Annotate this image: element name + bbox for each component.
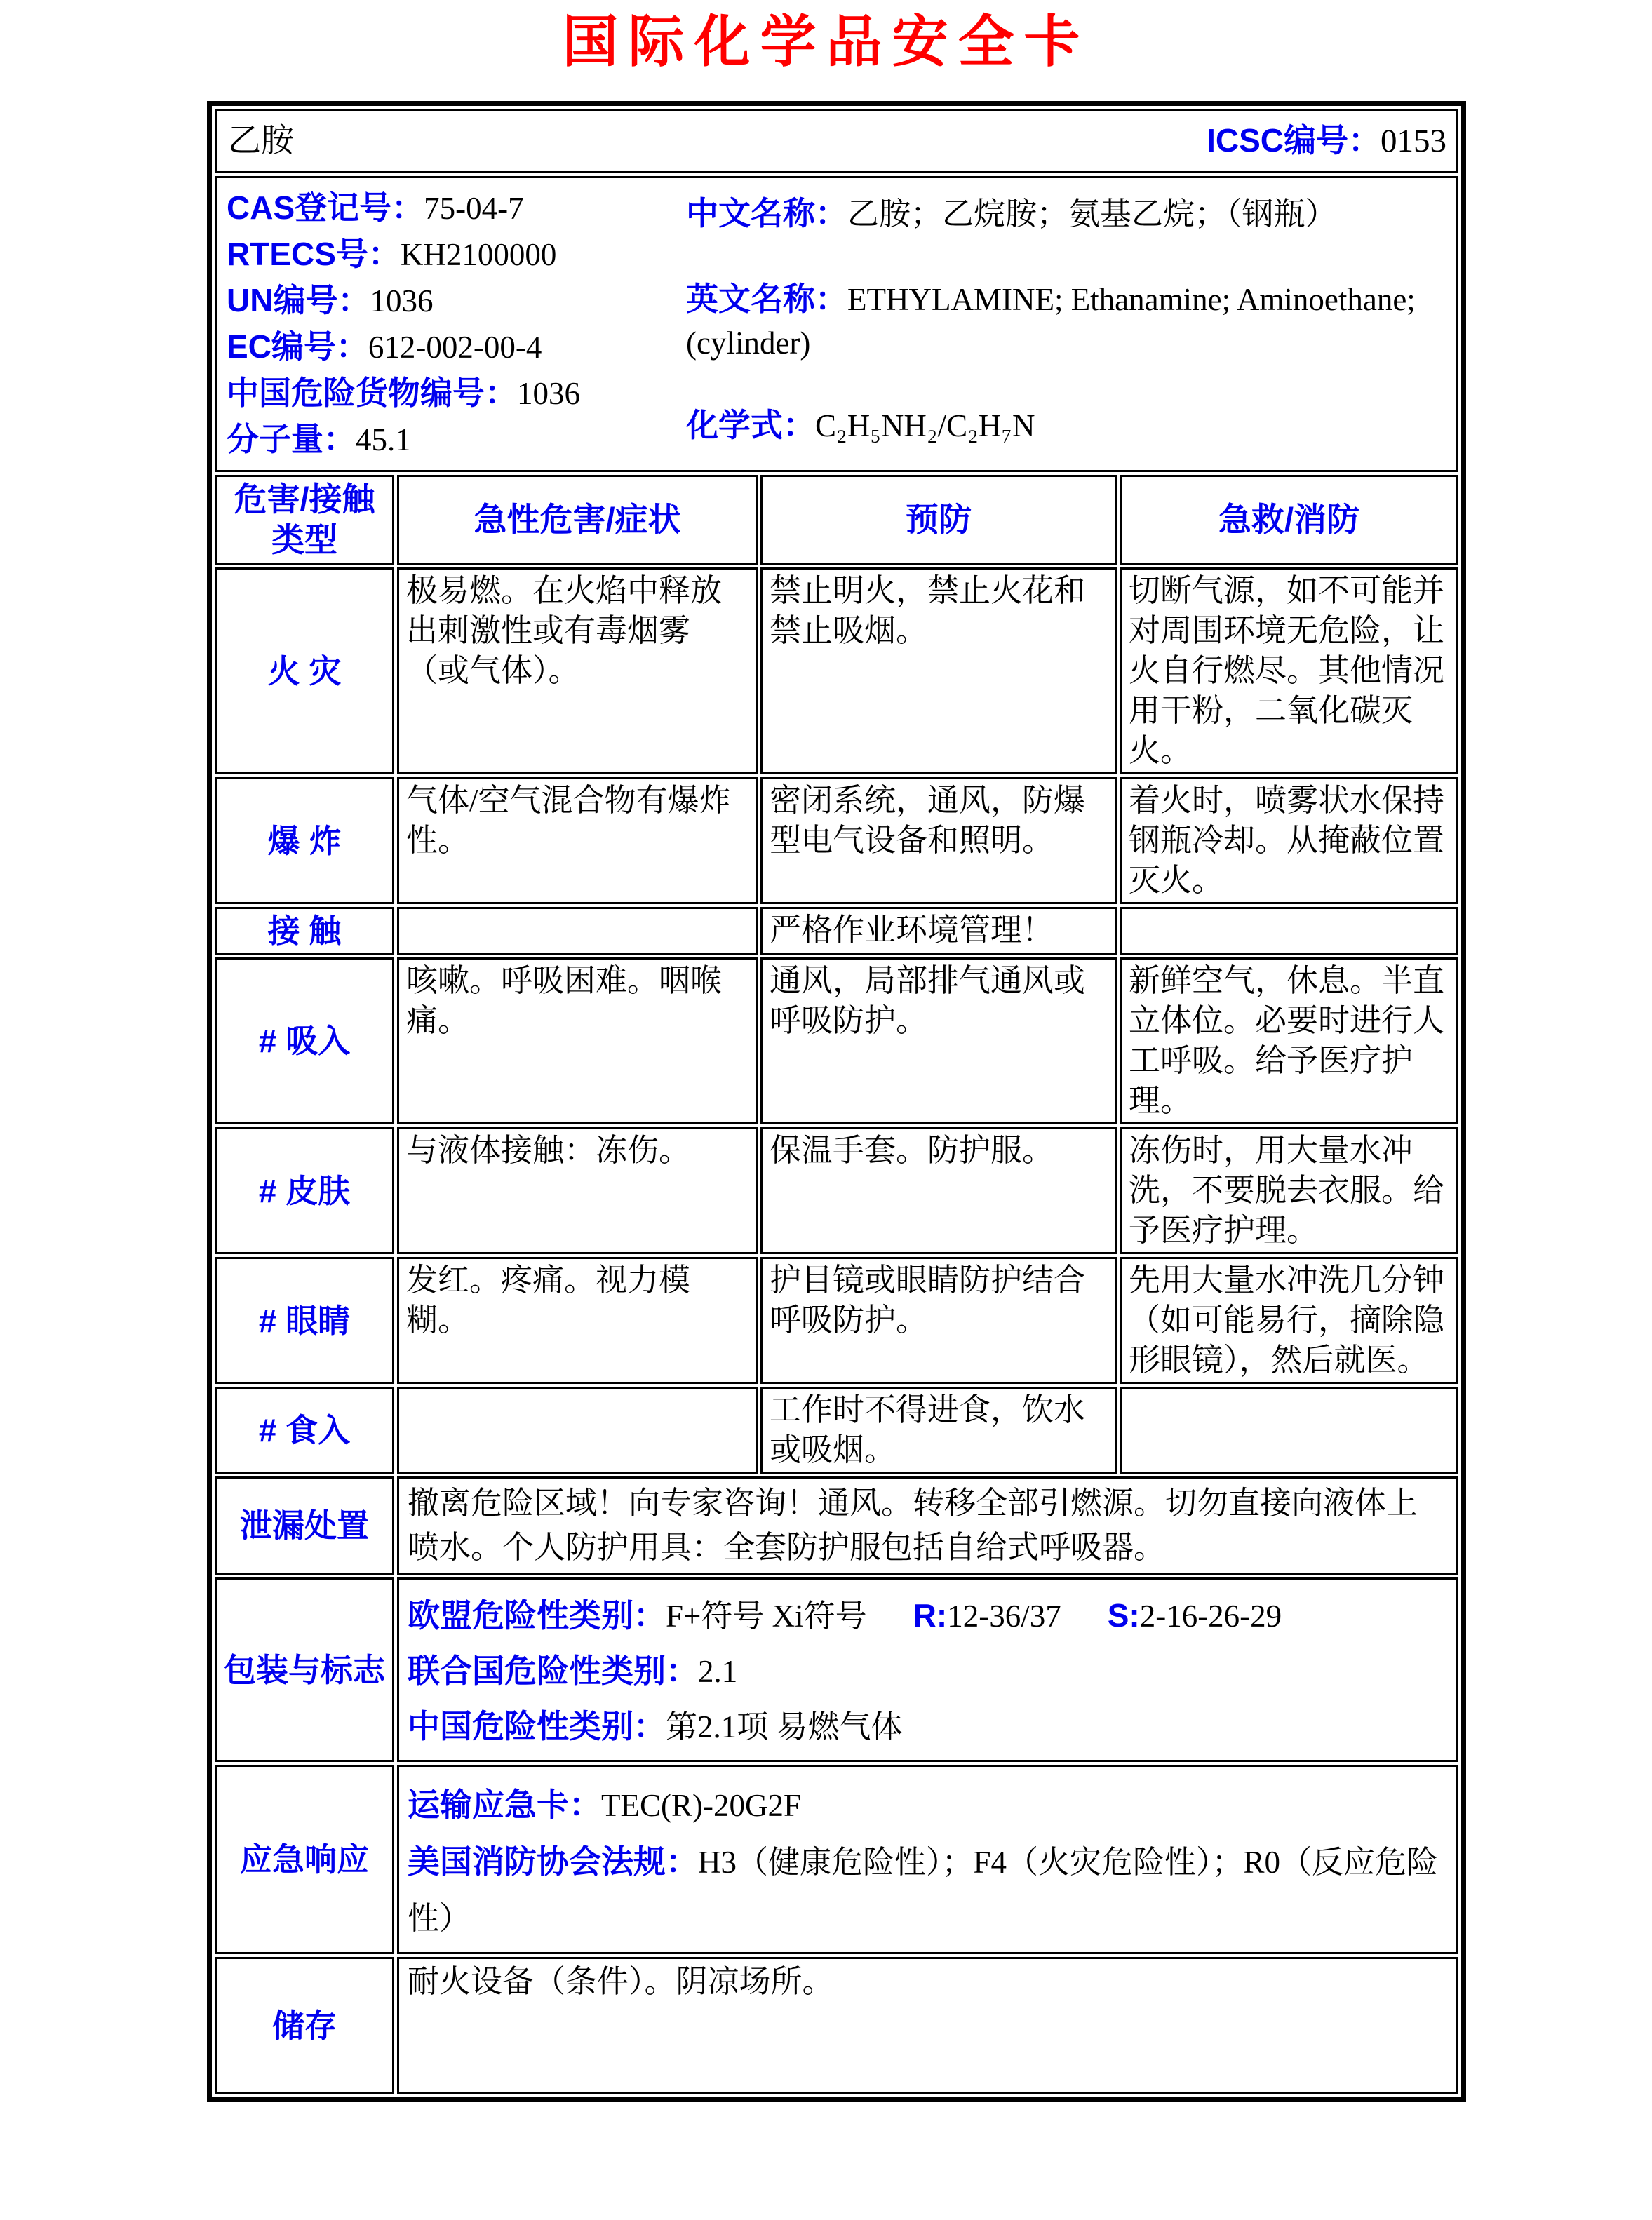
r-phrases-value: 12-36/37 [947, 1599, 1061, 1634]
eyes-response-cell: 先用大量水冲洗几分钟（如可能易行，摘除隐形眼镜），然后就医。 [1120, 1257, 1458, 1384]
header-prevention: 预防 [760, 475, 1117, 565]
ec-number-label: EC编号： [227, 328, 368, 365]
hazard-row-exposure [215, 907, 1458, 955]
skin-symptoms-cell: 与液体接触：冻伤。 [397, 1127, 758, 1254]
hazard-row-ingestion [215, 1387, 1458, 1474]
emergency-row [215, 1765, 1458, 1954]
spill-label-cell: 泄漏处置 [215, 1476, 394, 1575]
un-number-line [227, 278, 686, 324]
explosion-response-cell: 着火时，喷雾状水保持钢瓶冷却。从掩蔽位置灭火。 [1120, 777, 1458, 904]
skin-prevention-cell: 保温手套。防护服。 [760, 1127, 1117, 1254]
cas-number-label: CAS登记号： [227, 189, 424, 226]
hazard-row-skin [215, 1127, 1458, 1254]
eyes-symptoms-cell: 发红。疼痛。视力模糊。 [397, 1257, 758, 1384]
identification-cell [215, 176, 1458, 472]
china-class-label: 中国危险性类别： [408, 1708, 666, 1744]
fire-response-cell: 切断气源，如不可能并对周围环境无危险，让火自行燃尽。其他情况用干粉，二氧化碳灭火。 [1120, 567, 1458, 774]
ingestion-symptoms-cell [397, 1387, 758, 1474]
ingestion-response-cell [1120, 1387, 1458, 1474]
hazard-row-inhalation [215, 957, 1458, 1124]
substance-name: 乙胺 [228, 122, 294, 159]
header-first-aid: 急救/消防 [1120, 475, 1458, 565]
card-header-row [215, 109, 1458, 173]
china-class-value: 第2.1项 易燃气体 [666, 1709, 903, 1744]
packaging-content-cell [397, 1577, 1458, 1762]
nfpa-line [408, 1834, 1451, 1946]
page-title: 国际化学品安全卡 [562, 11, 1090, 73]
fire-prevention-cell: 禁止明火，禁止火花和禁止吸烟。 [760, 567, 1117, 774]
ingestion-prevention-cell: 工作时不得进食，饮水或吸烟。 [760, 1387, 1117, 1474]
tec-card-line [408, 1777, 1451, 1834]
nfpa-label: 美国消防协会法规： [408, 1843, 698, 1880]
icsc-number-group [1207, 121, 1446, 161]
packaging-row [215, 1577, 1458, 1762]
explosion-type-cell: 爆 炸 [215, 777, 394, 904]
exposure-prevention-cell: 严格作业环境管理！ [760, 907, 1117, 955]
hazard-row-explosion [215, 777, 1458, 904]
identification-row [215, 176, 1458, 472]
chemical-formula-line [686, 404, 1416, 447]
un-class-line [408, 1643, 1451, 1699]
storage-label-cell: 储存 [215, 1957, 394, 2094]
s-phrases-value: 2-16-26-29 [1139, 1599, 1282, 1634]
nfpa-value: H3（健康危险性）；F4（火灾危险性）；R0（反应危险性） [408, 1845, 1439, 1936]
safety-card [207, 101, 1466, 2102]
packaging-label-cell: 包装与标志 [215, 1577, 394, 1762]
china-dg-number-label: 中国危险货物编号： [227, 375, 517, 411]
exposure-response-cell [1120, 907, 1458, 955]
tec-card-value: TEC(R)-20G2F [601, 1788, 801, 1823]
chemical-formula-label: 化学式： [686, 407, 815, 443]
rtecs-number-value: KH2100000 [400, 237, 557, 272]
s-phrases-label: S: [1107, 1597, 1140, 1634]
fire-symptoms-cell: 极易燃。在火焰中释放出刺激性或有毒烟雾（或气体）。 [397, 567, 758, 774]
cas-number-value: 75-04-7 [424, 191, 524, 226]
hazard-table-header-row [215, 475, 1458, 565]
hazard-row-fire [215, 567, 1458, 774]
identifier-list [227, 185, 686, 463]
english-name-value: ETHYLAMINE; Ethanamine; Aminoethane; (cylinder) [686, 282, 1416, 361]
skin-type-cell: # 皮肤 [215, 1127, 394, 1254]
china-dg-number-value: 1036 [517, 376, 580, 411]
tec-card-label: 运输应急卡： [408, 1787, 601, 1823]
english-name-label: 英文名称： [686, 281, 847, 317]
rtecs-number-line [227, 231, 686, 278]
explosion-prevention-cell: 密闭系统，通风，防爆型电气设备和照明。 [760, 777, 1117, 904]
molecular-weight-label: 分子量： [227, 421, 356, 457]
icsc-number-label: ICSC编号： [1207, 122, 1381, 159]
molecular-weight-value: 45.1 [356, 422, 411, 457]
storage-row [215, 1957, 1458, 2094]
inhalation-symptoms-cell: 咳嗽。呼吸困难。咽喉痛。 [397, 957, 758, 1124]
china-dg-number-line [227, 370, 686, 417]
exposure-type-cell: 接 触 [215, 907, 394, 955]
header-acute-symptoms: 急性危害/症状 [397, 475, 758, 565]
eu-class-label: 欧盟危险性类别： [408, 1597, 666, 1634]
emergency-content-cell [397, 1765, 1458, 1954]
eyes-prevention-cell: 护目镜或眼睛防护结合呼吸防护。 [760, 1257, 1117, 1384]
skin-response-cell: 冻伤时，用大量水冲洗，不要脱去衣服。给予医疗护理。 [1120, 1127, 1458, 1254]
explosion-symptoms-cell: 气体/空气混合物有爆炸性。 [397, 777, 758, 904]
eu-class-value: F+符号 Xi符号 [666, 1599, 867, 1634]
exposure-symptoms-cell [397, 907, 758, 955]
r-phrases-label: R: [913, 1597, 948, 1634]
ingestion-type-cell: # 食入 [215, 1387, 394, 1474]
fire-type-cell: 火 灾 [215, 567, 394, 774]
chinese-name-value: 乙胺；乙烷胺；氨基乙烷；（钢瓶） [847, 196, 1337, 231]
hazard-row-eyes [215, 1257, 1458, 1384]
icsc-number-value: 0153 [1381, 123, 1446, 159]
un-number-value: 1036 [370, 283, 434, 318]
english-name-line [686, 277, 1416, 365]
china-class-line [408, 1699, 1451, 1754]
card-header-cell [215, 109, 1458, 173]
emergency-label-cell: 应急响应 [215, 1765, 394, 1954]
storage-text-cell: 耐火设备（条件）。阴凉场所。 [397, 1957, 1458, 2094]
inhalation-prevention-cell: 通风，局部排气通风或呼吸防护。 [760, 957, 1117, 1124]
rtecs-number-label: RTECS号： [227, 236, 401, 272]
ec-number-value: 612-002-00-4 [368, 330, 542, 365]
eu-class-line [408, 1588, 1451, 1643]
inhalation-response-cell: 新鲜空气，休息。半直立体位。必要时进行人工呼吸。给予医疗护理。 [1120, 957, 1458, 1124]
chinese-name-line [686, 192, 1416, 235]
ec-number-line [227, 324, 686, 370]
spill-row [215, 1476, 1458, 1575]
chemical-formula-value: C₂H₅NH₂/C₂H₇N [815, 408, 1035, 443]
cas-number-line [227, 185, 686, 231]
spill-text-cell: 撤离危险区域！向专家咨询！通风。转移全部引燃源。切勿直接向液体上喷水。个人防护用具：全套防护服包括自给式呼吸器。 [397, 1476, 1458, 1575]
names-block [686, 185, 1416, 463]
chinese-name-label: 中文名称： [686, 195, 847, 231]
inhalation-type-cell: # 吸入 [215, 957, 394, 1124]
header-hazard-type: 危害/接触类型 [215, 475, 394, 565]
un-class-value: 2.1 [698, 1654, 738, 1689]
un-number-label: UN编号： [227, 282, 370, 318]
molecular-weight-line [227, 417, 686, 463]
un-class-label: 联合国危险性类别： [408, 1653, 698, 1689]
eyes-type-cell: # 眼睛 [215, 1257, 394, 1384]
